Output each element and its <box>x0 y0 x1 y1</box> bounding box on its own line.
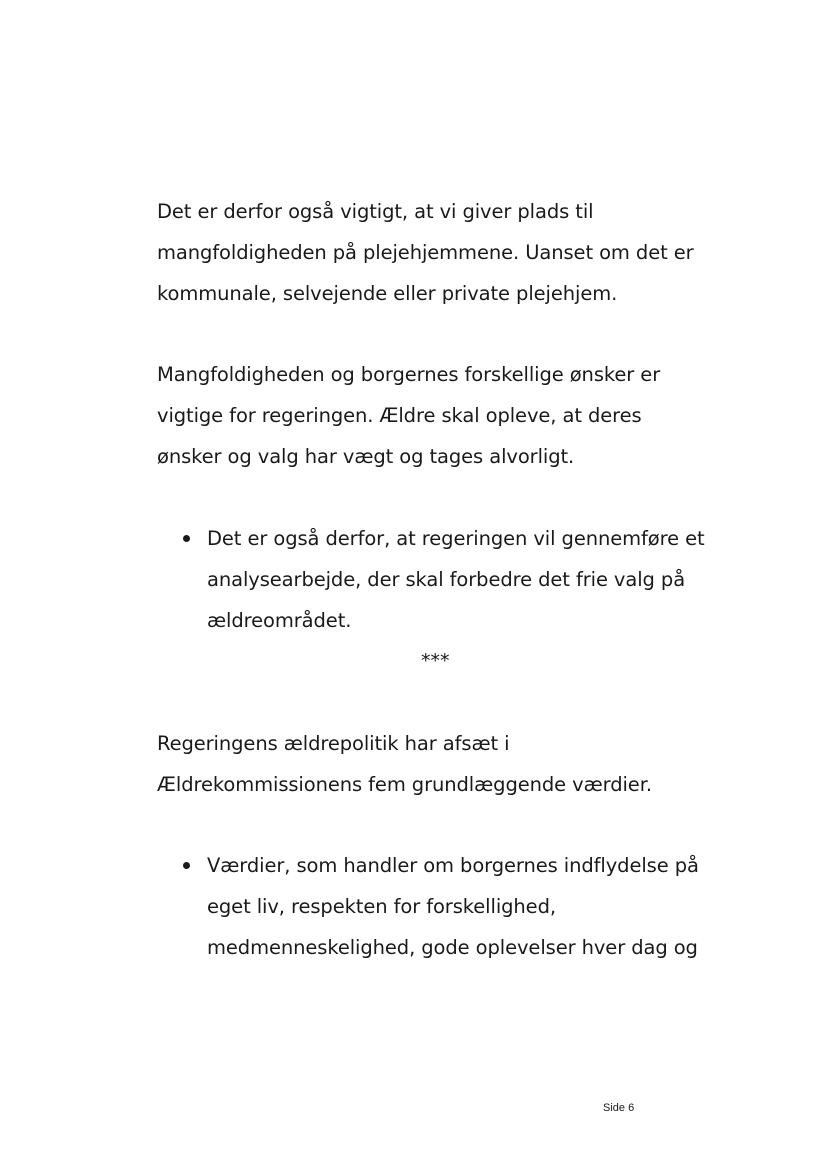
paragraph-line: Mangfoldigheden og borgernes forskellige ønsker er <box>157 363 661 386</box>
paragraph-line: Regeringens ældrepolitik har afsæt i <box>157 732 510 755</box>
bullet-line: medmenneskelighed, gode oplevelser hver dag og <box>207 936 698 959</box>
bullet-line: Værdier, som handler om borgernes indflydelse på <box>207 854 699 877</box>
paragraph-line: Det er derfor også vigtigt, at vi giver plads til <box>157 200 594 223</box>
bullet-icon <box>183 862 190 869</box>
bullet-line: Det er også derfor, at regeringen vil gennemføre et <box>207 527 705 550</box>
bullet-line: ældreområdet. <box>207 609 352 632</box>
bullet-line: analysearbejde, der skal forbedre det frie valg på <box>207 568 686 591</box>
paragraph-line: mangfoldigheden på plejehjemmene. Uanset om det er <box>157 241 694 264</box>
bullet-icon <box>183 535 190 542</box>
page-number: Side 6 <box>603 1102 635 1114</box>
paragraph-line: kommunale, selvejende eller private plejehjem. <box>157 282 618 305</box>
paragraph-line: Ældrekommissionens fem grundlæggende værdier. <box>157 773 652 796</box>
paragraph-line: ønsker og valg har vægt og tages alvorligt. <box>157 445 575 468</box>
section-separator: *** <box>421 650 450 672</box>
paragraph-line: vigtige for regeringen. Ældre skal opleve, at deres <box>157 404 642 427</box>
bullet-line: eget liv, respekten for forskellighed, <box>207 895 556 918</box>
